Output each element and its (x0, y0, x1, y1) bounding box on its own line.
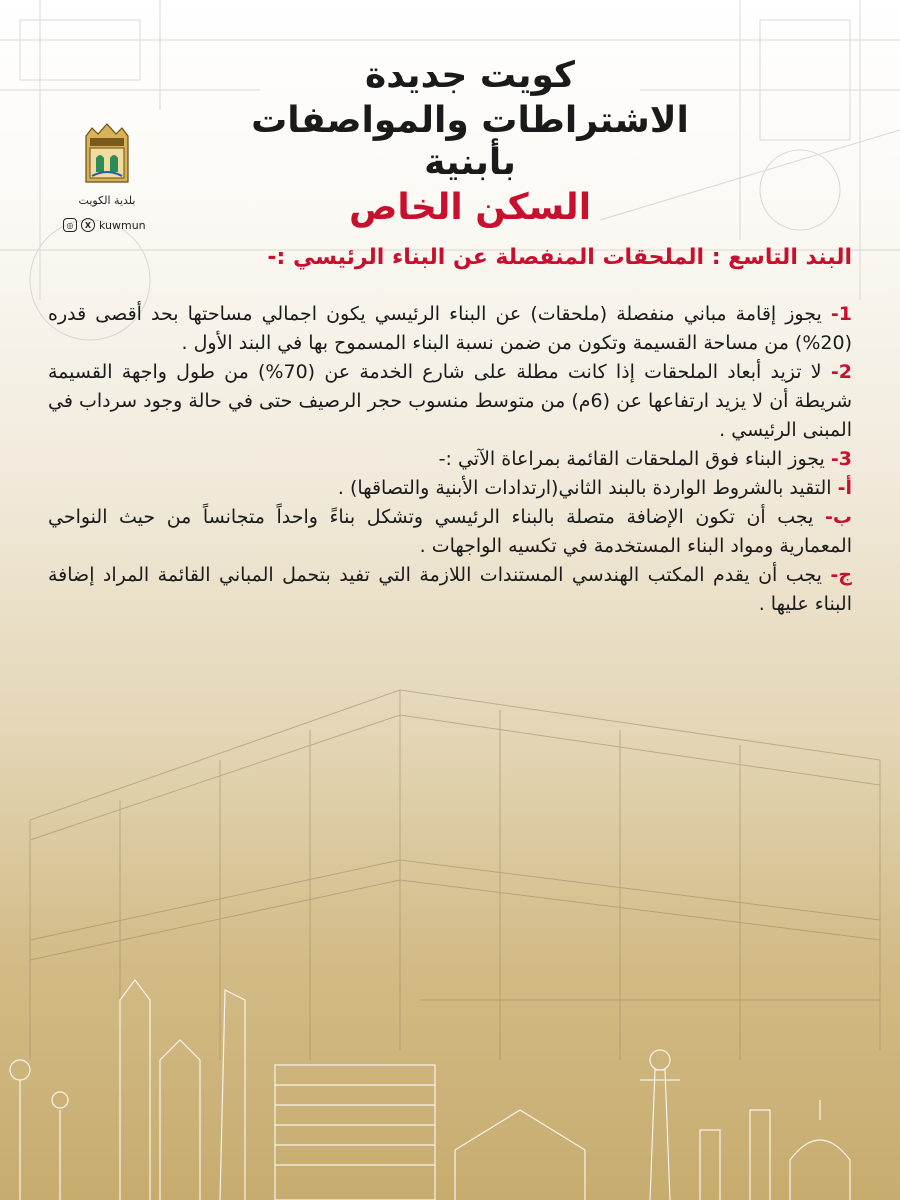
clause-item (48, 358, 852, 445)
clause-text: لا تزيد أبعاد الملحقات إذا كانت مطلة على شارع الخدمة عن (70%) من طول واجهة القسيمة شريطة أن لا يزيد ارتفاعها عن (6م) من متوسط منسوب حجر الرصيف حتى في حالة وجود سرداب في المبنى الرئيسي . (48, 361, 852, 441)
clause-text: يجب أن تكون الإضافة متصلة بالبناء الرئيسي وتشكل بناءً واحداً متجانساً من حيث النواحي المعمارية ومواد البناء المستخدمة في تكسيه الواجهات . (48, 506, 852, 557)
clause-text: يجوز إقامة مباني منفصلة (ملحقات) عن البناء الرئيسي يكون اجمالي مساحتها بحد أقصى قدره (20%) من مساحة القسيمة وتكون من ضمن نسبة البناء المسموح بها في البند الأول . (48, 303, 852, 354)
title-kuwait-jadeeda: كويت جديدة (365, 55, 575, 96)
clause-item (48, 300, 852, 358)
clause-marker: 1- (830, 303, 852, 325)
clause-marker: 2- (830, 361, 853, 383)
municipality-name: بلدية الكويت (78, 194, 136, 207)
clause-item (48, 445, 852, 474)
clause-item (48, 474, 852, 503)
clause-text: يجب أن يقدم المكتب الهندسي المستندات اللازمة التي تفيد بتحمل المباني القائمة المراد إضافة البناء عليها . (48, 564, 852, 615)
clause-text: يجوز البناء فوق الملحقات القائمة بمراعاة الآتي :- (438, 448, 831, 470)
social-handle: kuwmun (99, 218, 146, 232)
clause-marker: أ- (837, 477, 852, 499)
clause-marker: ب- (825, 506, 852, 528)
clause-item (48, 561, 852, 619)
clause-item (48, 503, 852, 561)
title-private-housing: السكن الخاص (348, 187, 592, 229)
page-header (200, 55, 740, 229)
municipality-emblem-icon (82, 122, 132, 184)
title-regulations: الاشتراطات والمواصفات بأبنية (251, 100, 689, 183)
x-icon[interactable]: X (81, 218, 95, 232)
clause-marker: ج- (830, 564, 852, 586)
document-body (48, 245, 852, 619)
instagram-icon[interactable]: ◎ (63, 218, 77, 232)
municipality-logo (72, 122, 142, 207)
clause-text: التقيد بالشروط الواردة بالبند الثاني(ارتدادات الأبنية والتصاقها) . (337, 477, 838, 499)
social-handles (63, 218, 146, 232)
clause-marker: 3- (830, 448, 852, 470)
section-heading: البند التاسع : الملحقات المنفصلة عن البناء الرئيسي :- (267, 245, 852, 270)
